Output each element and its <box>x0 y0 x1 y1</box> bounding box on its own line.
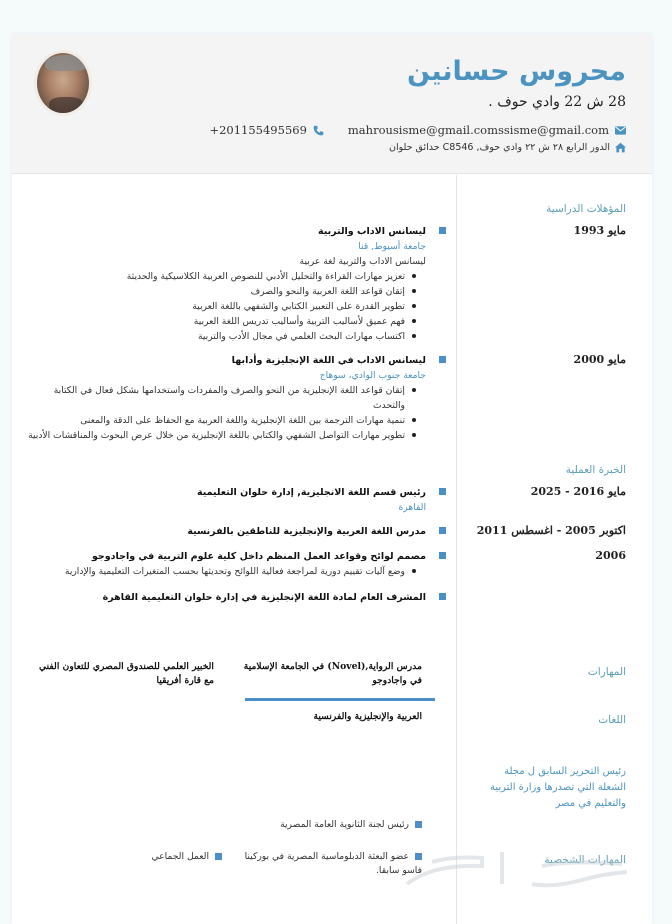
bullet-square-icon <box>439 527 446 534</box>
list-item: تطوير القدرة على التعبير الكتابي والشفهي باللغة العربية <box>46 299 418 314</box>
list-item: تطوير مهارات التواصل الشفهي والكتابي باللغة الإنجليزية من خلال عرض البحوث والمناقشات الأدبية <box>26 428 418 443</box>
home-icon <box>615 142 626 153</box>
education-entry-2 <box>26 353 426 443</box>
job-title: مدرس اللغة العربية والإنجليزية للناطقين بالفرنسية <box>187 526 426 537</box>
education-date-1: مايو 1993 <box>573 224 626 237</box>
bullet-square-icon <box>415 821 422 828</box>
skill-item-2: الخبير العلمي للصندوق المصري للتعاون الفني مع قارة أفريقيا <box>38 661 214 686</box>
education-entry-1 <box>46 224 426 344</box>
bullet-square-icon <box>439 593 446 600</box>
language-level-bar <box>245 698 435 701</box>
degree-title: ليسانس الاداب في اللغة الإنجليزية وأدابها <box>231 355 426 366</box>
address-line <box>389 142 626 153</box>
experience-date-2: اكتوبر 2005 - اغسطس 2011 <box>476 524 626 537</box>
bullet-square-icon <box>439 356 446 363</box>
watermark-logo-icon <box>402 844 632 894</box>
section-title-education: المؤهلات الدراسية <box>546 203 626 215</box>
cv-page <box>12 34 652 924</box>
education-date-2: مايو 2000 <box>573 353 626 366</box>
job-title: مصمم لوائح وقواعد العمل المنظم داخل كلية علوم التربية في واجادوجو <box>91 551 426 562</box>
languages-value: العربية والإنجليزية والفرنسية <box>313 711 422 722</box>
skill-item-1: مدرس الرواية,(Novel) في الجامعة الإسلامية في واجادوجو <box>243 661 422 686</box>
section-title-experience: الخبرة العملية <box>565 464 626 476</box>
bullet-square-icon <box>439 552 446 559</box>
list-item: اكتساب مهارات البحث العلمي في مجال الأدب والتربية <box>46 329 418 344</box>
personal-skill-text: عضو البعثة الدبلوماسية المصرية في بوركينا فاسو سابقا. <box>244 851 422 876</box>
other-item-text: رئيس لجنة الثانوية العامة المصرية <box>280 819 409 830</box>
job-location: القاهرة <box>398 502 426 513</box>
profile-photo <box>34 50 92 116</box>
bullet-square-icon <box>215 853 222 860</box>
street-address: 28 ش 22 وادي حوف . <box>488 94 626 110</box>
list-item: وضع آليات تقييم دورية لمراجعة فعالية اللوائح وتحديثها بحسب المتغيرات التعليمية والإدارية <box>26 564 418 579</box>
degree-title: ليسانس الاداب والتربية <box>317 226 426 237</box>
contact-line <box>209 123 626 137</box>
experience-date-1: مايو 2016 - 2025 <box>530 485 626 498</box>
institution: جامعة أسيوط, قنا <box>358 241 426 252</box>
phone-icon <box>313 125 324 136</box>
personal-skill-text: العمل الجماعي <box>151 851 209 862</box>
job-title: رئيس قسم اللغة الانجليزية, إدارة حلوان التعليمية <box>196 487 426 498</box>
cv-header <box>12 34 652 174</box>
experience-entry-2 <box>46 524 426 539</box>
other-item <box>222 818 422 832</box>
column-divider <box>456 175 457 924</box>
experience-date-3: 2006 <box>595 549 626 562</box>
section-title-personal-skills: المهارات الشخصية <box>544 854 626 866</box>
list-item: تعزيز مهارات القراءة والتحليل الأدبي للنصوص العربية الكلاسيكية والحديثة <box>46 269 418 284</box>
bullet-square-icon <box>439 227 446 234</box>
person-name: محروس حسانين <box>407 56 626 87</box>
institution: جامعة جنوب الوادي، سوهاج <box>319 370 426 381</box>
personal-skill-item-1 <box>242 850 422 878</box>
degree-description: ليسانس الاداب والتربية لغة عربية <box>299 256 426 267</box>
editor-note: رئيس التحرير السابق ل مجلة الشعلة التي تصدرها وزارة التربية والتعليم في مصر <box>489 766 626 809</box>
experience-entry-3 <box>26 549 426 579</box>
phone-number[interactable]: 201155495569+ <box>209 123 307 137</box>
experience-bullets <box>26 564 426 579</box>
bullet-square-icon <box>439 488 446 495</box>
personal-skill-item-2 <box>122 850 222 864</box>
list-item: إتقان قواعد اللغة الإنجليزية من النحو والصرف والمفردات واستخدامها بشكل فعال في الكتابة والتحدث <box>26 383 418 413</box>
job-title: المشرف العام لمادة اللغة الإنجليزية في إدارة حلوان التعليمية القاهرة <box>102 592 426 603</box>
section-title-skills: المهارات <box>587 666 626 678</box>
email-link[interactable]: mahrousisme@gmail.comssisme@gmail.com <box>347 123 609 137</box>
list-item: فهم عميق لأساليب التربية وأساليب تدريس اللغة العربية <box>46 314 418 329</box>
education-bullets <box>46 269 426 344</box>
education-bullets <box>26 383 426 443</box>
full-address: الدور الرابع ٢٨ ش ٢٢ وادي حوف, C8546 حدائق حلوان <box>388 142 610 153</box>
list-item: إتقان قواعد اللغة العربية والنحو والصرف <box>46 284 418 299</box>
envelope-icon <box>615 125 626 136</box>
section-title-languages: اللغات <box>598 714 626 726</box>
experience-entry-4 <box>46 590 426 605</box>
experience-entry-1 <box>46 485 426 515</box>
list-item: تنمية مهارات الترجمة بين اللغة الإنجليزية واللغة العربية مع الحفاظ على الدقة والمعنى <box>26 413 418 428</box>
